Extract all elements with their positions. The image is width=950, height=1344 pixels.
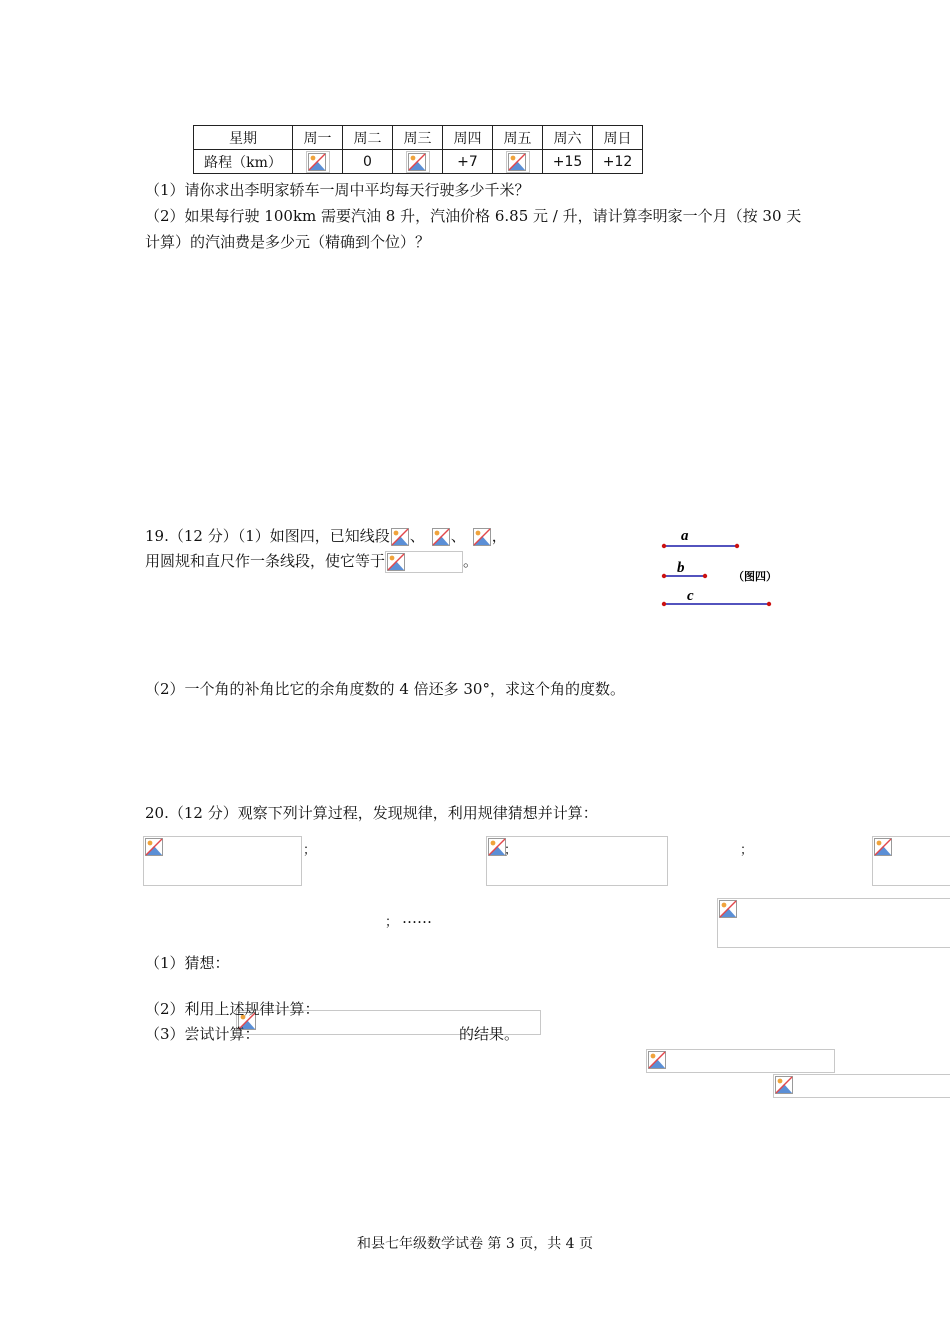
formula-image-icon xyxy=(646,1049,835,1073)
question-19-intro: 19.（12 分）（1）如图四，已知线段 xyxy=(145,527,390,545)
table-cell: 0 xyxy=(343,150,393,174)
semicolon: ； xyxy=(303,843,317,858)
question-20-part-3-label: （3）尝试计算： xyxy=(145,1025,260,1043)
table-header-cell: 星期 xyxy=(194,126,293,150)
table-row xyxy=(194,150,643,174)
table-cell xyxy=(393,150,443,174)
formula-image-icon xyxy=(306,151,330,173)
figure-caption: （图四） xyxy=(733,570,777,583)
table-header-row xyxy=(194,126,643,150)
separator: 、 xyxy=(450,527,466,545)
figure-four-segments xyxy=(655,520,835,615)
table-cell: +7 xyxy=(443,150,493,174)
question-18-part-2-cont: 计算）的汽油费是多少元（精确到个位）？ xyxy=(145,233,431,251)
comma: ， xyxy=(491,527,507,545)
table-header-cell: 周一 xyxy=(293,126,343,150)
table-cell: +12 xyxy=(593,150,643,174)
separator: 、 xyxy=(409,527,425,545)
label-a: a xyxy=(681,528,689,544)
table-cell: +15 xyxy=(543,150,593,174)
semicolon: ； xyxy=(504,843,518,858)
page-footer: 和县七年级数学试卷 第 3 页，共 4 页 xyxy=(356,1236,594,1252)
label-c: c xyxy=(687,588,694,604)
formula-image-icon xyxy=(143,836,302,886)
ellipsis: …… xyxy=(402,909,432,927)
mileage-table xyxy=(193,125,643,174)
question-19-line-1 xyxy=(145,525,507,547)
question-20-part-3-tail: 的结果。 xyxy=(459,1025,520,1043)
formula-image-icon xyxy=(406,151,430,173)
question-18-part-2: （2）如果每行驶 100km 需要汽油 8 升，汽油价格 6.85 元 / 升，请计算李明家一个月（按 30 天 xyxy=(145,207,802,225)
endpoint xyxy=(662,602,666,606)
question-20-part-1-label: （1）猜想： xyxy=(145,954,230,972)
label-b: b xyxy=(677,560,685,576)
formula-image-icon xyxy=(872,836,950,886)
endpoint xyxy=(662,544,666,548)
question-18-part-1: （1）请你求出李明家轿车一周中平均每天行驶多少千米？ xyxy=(145,181,530,199)
formula-image-icon xyxy=(717,898,950,948)
table-header-cell: 周三 xyxy=(393,126,443,150)
table-row-label: 路程（km） xyxy=(194,150,293,174)
formula-image-icon xyxy=(773,1074,950,1098)
question-19-line-2 xyxy=(145,550,478,573)
table-header-cell: 周六 xyxy=(543,126,593,150)
question-20-intro: 20.（12 分）观察下列计算过程，发现规律，利用规律猜想并计算： xyxy=(145,804,598,822)
table-cell xyxy=(493,150,543,174)
table-header-cell: 周日 xyxy=(593,126,643,150)
semicolon: ； xyxy=(740,843,754,858)
question-20-part-1 xyxy=(145,952,230,973)
endpoint xyxy=(735,544,739,548)
endpoint xyxy=(703,574,707,578)
formula-image-icon xyxy=(506,151,530,173)
question-20-part-3 xyxy=(145,1023,260,1044)
formula-image-icon xyxy=(390,527,410,547)
table-header-cell: 周五 xyxy=(493,126,543,150)
question-20-part-2 xyxy=(145,998,320,1019)
table-cell xyxy=(293,150,343,174)
endpoint xyxy=(767,602,771,606)
formula-image-icon xyxy=(385,551,463,573)
semicolon: ； xyxy=(385,915,399,930)
question-19-instruction: 用圆规和直尺作一条线段，使它等于 xyxy=(145,552,386,570)
period: 。 xyxy=(463,552,479,570)
question-19-part-2: （2）一个角的补角比它的余角度数的 4 倍还多 30°，求这个角的度数。 xyxy=(145,680,625,698)
table-header-cell: 周四 xyxy=(443,126,493,150)
question-20-part-2-label: （2）利用上述规律计算： xyxy=(145,1000,320,1018)
formula-image-icon xyxy=(431,527,451,547)
table-header-cell: 周二 xyxy=(343,126,393,150)
formula-image-icon xyxy=(472,527,492,547)
endpoint xyxy=(662,574,666,578)
